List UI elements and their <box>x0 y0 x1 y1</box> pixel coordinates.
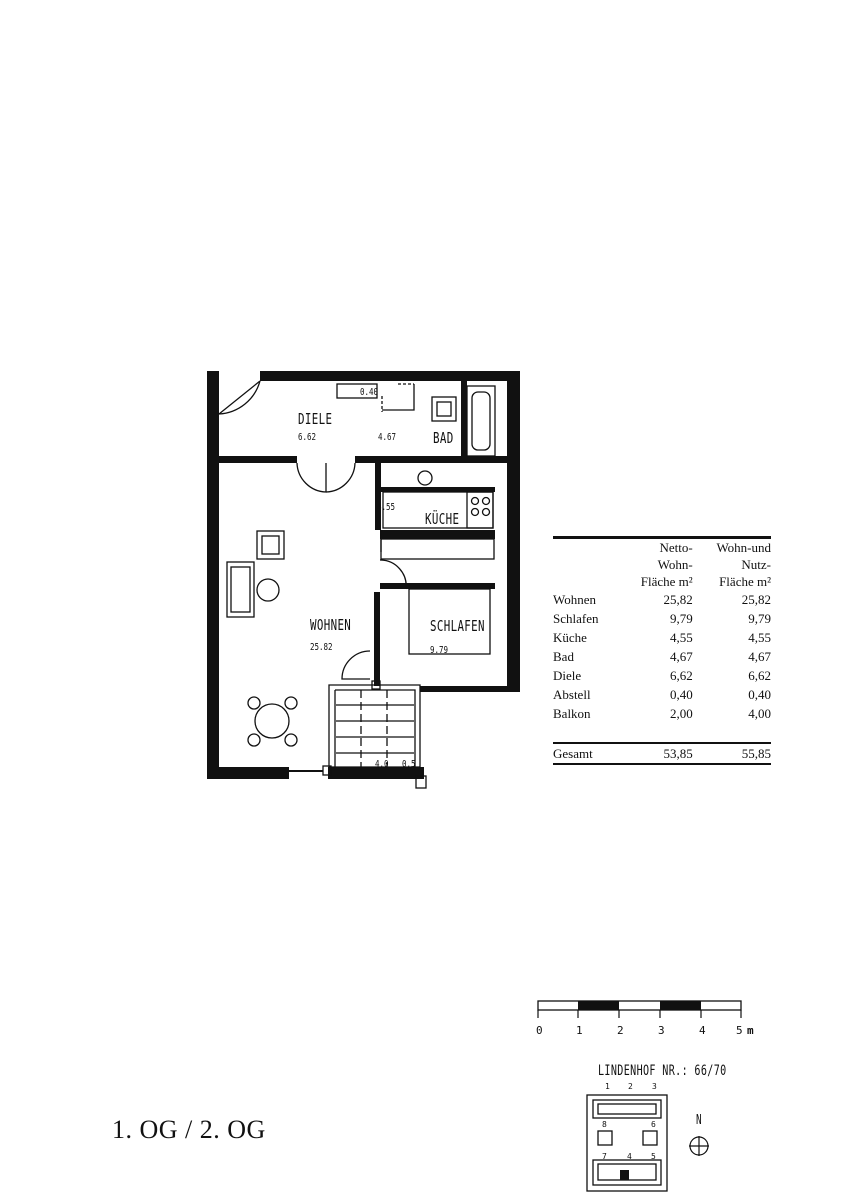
scale-tick-4: 4 <box>699 1024 706 1037</box>
table-cell: 0,40 <box>669 687 693 702</box>
room-name-kueche: KÜCHE <box>425 510 460 528</box>
floor-label: 1. OG / 2. OG <box>112 1115 266 1144</box>
area-table <box>553 536 771 765</box>
table-cell <box>553 539 618 556</box>
room-name-schlafen: SCHLAFEN <box>430 617 485 635</box>
room-name-wohnen: WOHNEN <box>310 616 352 634</box>
site-num-2: 2 <box>628 1082 633 1091</box>
scale-bar <box>536 1000 746 1026</box>
table-cell: 9,79 <box>669 611 693 626</box>
table-cell: Diele <box>553 668 582 683</box>
site-num-3: 3 <box>652 1082 657 1091</box>
room-name-bad: BAD <box>433 429 454 447</box>
table-cell: Bad <box>553 649 574 664</box>
room-area-schlafen: 9.79 <box>430 645 449 656</box>
table-cell: Gesamt <box>553 743 618 764</box>
table-cell: 4,67 <box>669 649 693 664</box>
room-area-wohnen: 25.82 <box>310 642 333 653</box>
scale-tick-0: 0 <box>536 1024 543 1037</box>
table-cell: 6,62 <box>748 668 771 683</box>
scale-tick-3: 3 <box>658 1024 665 1037</box>
table-row <box>553 666 771 685</box>
table-cell: 6,62 <box>669 668 693 683</box>
table-cell: Nutz- <box>741 557 771 572</box>
table-header-row <box>553 556 771 573</box>
table-row <box>553 685 771 704</box>
table-cell: Netto- <box>659 540 693 555</box>
room-area-bad: 4.67 <box>378 432 397 443</box>
scale-unit: m <box>747 1024 754 1037</box>
site-num-7: 7 <box>602 1152 607 1161</box>
balkon-label-1: 4.0 <box>375 759 389 770</box>
table-cell: Küche <box>553 630 587 645</box>
table-cell <box>553 556 618 573</box>
table-cell: Balkon <box>553 706 591 721</box>
table-cell: Wohn- <box>657 557 693 572</box>
table-row <box>553 609 771 628</box>
table-cell: 9,79 <box>748 611 771 626</box>
room-name-diele: DIELE <box>298 410 333 428</box>
room-area-diele: 6.62 <box>298 432 317 443</box>
site-num-1: 1 <box>605 1082 610 1091</box>
table-row <box>553 704 771 723</box>
table-cell: 4,55 <box>669 630 693 645</box>
table-cell: 4,55 <box>748 630 771 645</box>
abstell-area: 0.40 <box>360 387 379 398</box>
table-cell: Fläche m² <box>719 574 771 589</box>
site-plan <box>585 1090 715 1195</box>
table-cell: 25,82 <box>741 592 771 607</box>
table-cell: 2,00 <box>669 706 693 721</box>
table-row <box>553 647 771 666</box>
table-cell: 25,82 <box>663 592 693 607</box>
site-num-4: 4 <box>627 1152 632 1161</box>
site-num-6: 6 <box>651 1120 656 1129</box>
table-total-row <box>553 743 771 764</box>
north-label: N <box>696 1113 702 1128</box>
table-header-row <box>553 573 771 590</box>
room-area-kueche: 4.55 <box>377 502 396 513</box>
site-plan-title: LINDENHOF NR.: 66/70 <box>598 1063 727 1079</box>
table-cell: 55,85 <box>693 743 771 764</box>
table-cell: 53,85 <box>618 743 692 764</box>
table-cell <box>553 573 618 590</box>
scale-tick-2: 2 <box>617 1024 624 1037</box>
table-cell: Wohnen <box>553 592 596 607</box>
table-cell: Fläche m² <box>640 574 693 589</box>
scale-tick-5: 5 <box>736 1024 743 1037</box>
table-cell: Schlafen <box>553 611 599 626</box>
table-row <box>553 590 771 609</box>
table-row <box>553 628 771 647</box>
site-num-5: 5 <box>651 1152 656 1161</box>
site-num-8: 8 <box>602 1120 607 1129</box>
scale-tick-1: 1 <box>576 1024 583 1037</box>
table-cell: 4,67 <box>748 649 771 664</box>
table-header-row <box>553 539 771 556</box>
table-cell: Abstell <box>553 687 591 702</box>
balkon-label-2: 0.5 <box>402 759 416 770</box>
table-cell: 0,40 <box>748 687 771 702</box>
table-cell: Wohn-und <box>716 540 771 555</box>
table-cell: 4,00 <box>748 706 771 721</box>
